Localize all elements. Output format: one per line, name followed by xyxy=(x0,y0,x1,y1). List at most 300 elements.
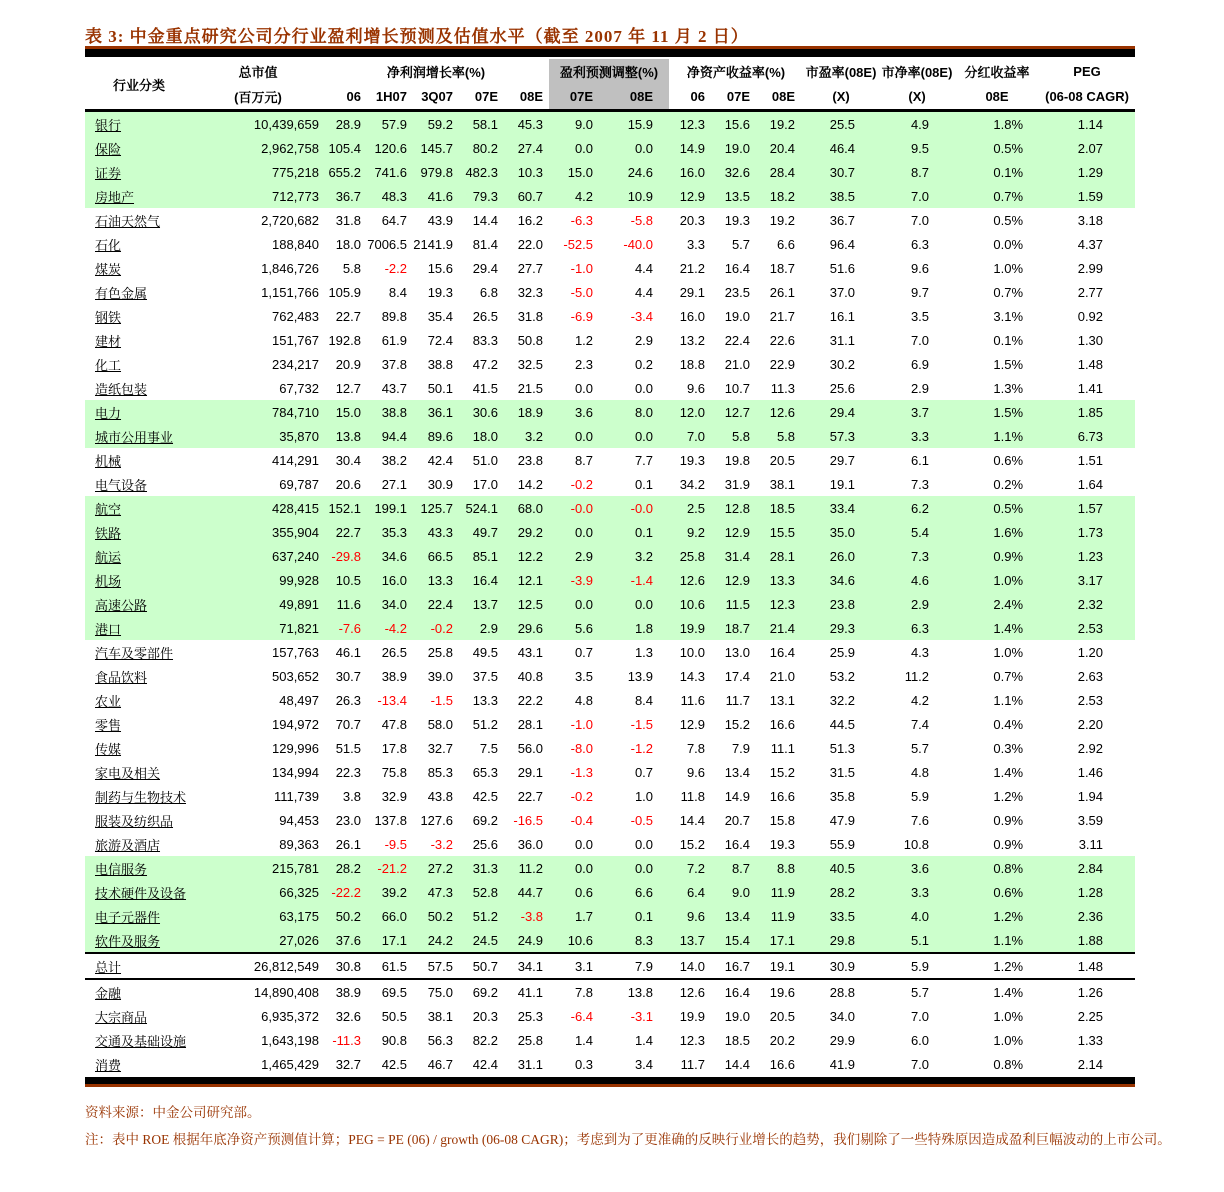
value-cell: 1.51 xyxy=(1077,452,1104,468)
value-cell: 1.64 xyxy=(1077,476,1104,492)
value-cell: 355,904 xyxy=(193,520,323,544)
value-cell: 96.4 xyxy=(829,236,856,252)
value-cell: 30.8 xyxy=(335,958,361,974)
value-cell: 38.2 xyxy=(381,452,407,468)
industry-cell xyxy=(85,376,193,400)
value-cell: 11.1 xyxy=(770,740,796,756)
value-cell: 32.3 xyxy=(517,284,544,300)
value-cell: 0.0 xyxy=(574,836,594,852)
industry-label: 总计 xyxy=(95,959,122,975)
value-cell: 44.5 xyxy=(829,716,856,732)
industry-cell xyxy=(85,832,193,856)
value-cell: 14.4 xyxy=(679,812,706,828)
value-cell: 2,720,682 xyxy=(261,212,319,228)
value-cell: 16.7 xyxy=(724,958,751,974)
value-cell: 30.2 xyxy=(829,356,856,372)
value-cell: 69.2 xyxy=(472,812,498,828)
value-cell: 65.3 xyxy=(472,764,498,780)
value-cell: 29.1 xyxy=(517,764,544,780)
value-cell: -1.0 xyxy=(570,716,594,732)
value-cell: 20.2 xyxy=(769,1032,796,1048)
value-cell: 64.7 xyxy=(381,212,407,228)
industry-label: 航运 xyxy=(95,549,122,565)
table-row xyxy=(85,304,1135,328)
table-row xyxy=(85,136,1135,160)
value-cell: 57.5 xyxy=(427,958,453,974)
value-cell: 6.3 xyxy=(910,236,930,252)
value-cell: 3.11 xyxy=(1078,836,1104,852)
value-cell: 39.2 xyxy=(367,880,413,904)
table-row xyxy=(85,184,1135,208)
value-cell: 29.4 xyxy=(803,400,879,424)
value-cell: 2.4% xyxy=(955,592,1039,616)
value-cell: 4.2 xyxy=(549,184,609,208)
value-cell: 15.4 xyxy=(713,928,758,953)
value-cell: 16.6 xyxy=(769,1056,796,1072)
value-cell: 31.8 xyxy=(517,308,544,324)
value-cell: 81.4 xyxy=(472,236,498,252)
industry-label: 交通及基础设施 xyxy=(95,1033,187,1049)
value-cell: -6.4 xyxy=(570,1008,594,1024)
value-cell: 0.0 xyxy=(549,136,609,160)
industry-label: 航空 xyxy=(95,501,122,517)
value-cell: -7.6 xyxy=(323,616,367,640)
industry-cell xyxy=(85,953,193,979)
value-cell: 19.3 xyxy=(679,452,706,468)
value-cell: 25.5 xyxy=(803,111,879,137)
value-cell: 26.5 xyxy=(472,308,498,324)
value-cell: 1.2 xyxy=(574,332,594,348)
value-cell: 50.8 xyxy=(517,332,544,348)
table-row xyxy=(85,736,1135,760)
value-cell: 16.4 xyxy=(459,568,504,592)
value-cell: 28.1 xyxy=(758,544,803,568)
value-cell: -3.4 xyxy=(630,308,654,324)
value-cell: 1.3 xyxy=(634,644,654,660)
value-cell: 775,218 xyxy=(193,160,323,184)
value-cell: 37.6 xyxy=(323,928,367,953)
value-cell: 46.7 xyxy=(427,1056,453,1072)
value-cell: 16.6 xyxy=(769,788,796,804)
value-cell: 68.0 xyxy=(504,496,549,520)
value-cell: 1.85 xyxy=(1039,400,1135,424)
value-cell: 40.5 xyxy=(803,856,879,880)
value-cell: -3.2 xyxy=(430,836,453,852)
table-row xyxy=(85,856,1135,880)
table-row xyxy=(85,352,1135,376)
industry-label: 石化 xyxy=(95,237,122,253)
value-cell: 34.6 xyxy=(803,568,879,592)
value-cell: 69.5 xyxy=(381,984,407,1000)
value-cell: 8.0 xyxy=(609,400,669,424)
value-cell: 19.0 xyxy=(724,1008,751,1024)
value-cell: 51.5 xyxy=(335,740,361,756)
value-cell: 2,962,758 xyxy=(193,136,323,160)
value-cell: -1.4 xyxy=(609,568,669,592)
industry-label: 造纸包装 xyxy=(95,381,148,397)
value-cell: 42.4 xyxy=(427,452,453,468)
value-cell: 59.2 xyxy=(413,111,459,137)
value-cell: 1.0% xyxy=(993,260,1024,276)
value-cell: 3.5 xyxy=(574,668,594,684)
value-cell: 71,821 xyxy=(193,616,323,640)
industry-cell xyxy=(85,448,193,472)
value-cell: 23.8 xyxy=(803,592,879,616)
value-cell: 12.8 xyxy=(713,496,758,520)
value-cell: -8.0 xyxy=(570,740,594,756)
industry-label: 高速公路 xyxy=(95,597,148,613)
value-cell: 25.6 xyxy=(472,836,498,852)
value-cell: 10.6 xyxy=(669,592,713,616)
col-subheader-dividend-08e: 08E xyxy=(985,89,1009,104)
value-cell: 32.7 xyxy=(335,1056,361,1072)
value-cell: -4.2 xyxy=(367,616,413,640)
value-cell: 12.3 xyxy=(758,592,803,616)
value-cell: 7.0 xyxy=(910,1008,930,1024)
value-cell: 41.1 xyxy=(517,984,544,1000)
value-cell: 4.4 xyxy=(634,260,654,276)
value-cell: 2.53 xyxy=(1077,692,1104,708)
industry-cell xyxy=(85,136,193,160)
value-cell: 12.6 xyxy=(679,984,706,1000)
value-cell: 20.3 xyxy=(472,1008,498,1024)
value-cell: 3.3 xyxy=(879,424,955,448)
value-cell: 23.0 xyxy=(335,812,361,828)
value-cell: 22.2 xyxy=(517,692,544,708)
industry-cell xyxy=(85,256,193,280)
value-cell: 17.0 xyxy=(472,476,498,492)
industry-cell xyxy=(85,472,193,496)
value-cell: 2.9 xyxy=(459,616,504,640)
value-cell: 5.9 xyxy=(910,958,930,974)
value-cell: 14.2 xyxy=(517,476,544,492)
table-row xyxy=(85,472,1135,496)
industry-cell xyxy=(85,880,193,904)
value-cell: 9.7 xyxy=(910,284,930,300)
value-cell: 43.8 xyxy=(427,788,453,804)
industry-cell xyxy=(85,640,193,664)
value-cell: 3.1% xyxy=(993,308,1024,324)
value-cell: 29.4 xyxy=(472,260,498,276)
value-cell: 51.0 xyxy=(472,452,498,468)
industry-cell xyxy=(85,1028,193,1052)
value-cell: 49,891 xyxy=(193,592,323,616)
industry-label: 服装及纺织品 xyxy=(95,813,174,829)
value-cell: 0.5% xyxy=(955,136,1039,160)
value-cell: 3.2 xyxy=(609,544,669,568)
value-cell: -0.2 xyxy=(413,616,459,640)
industry-cell xyxy=(85,304,193,328)
industry-cell xyxy=(85,1004,193,1028)
value-cell: 51.3 xyxy=(829,740,856,756)
value-cell: 1.6% xyxy=(955,520,1039,544)
value-cell: 8.8 xyxy=(758,856,803,880)
value-cell: 13.7 xyxy=(459,592,504,616)
value-cell: 13.2 xyxy=(679,332,706,348)
value-cell: 43.9 xyxy=(427,212,453,228)
value-cell: 21.4 xyxy=(758,616,803,640)
value-cell: 10.0 xyxy=(679,644,706,660)
value-cell: 22.3 xyxy=(335,764,361,780)
value-cell: 41.9 xyxy=(829,1056,856,1072)
value-cell: 979.8 xyxy=(413,160,459,184)
value-cell: 25.6 xyxy=(829,380,856,396)
value-cell: 16.0 xyxy=(367,568,413,592)
value-cell: 1.1% xyxy=(993,692,1024,708)
value-cell: 4.4 xyxy=(634,284,654,300)
col-subheader-growth-3q07: 3Q07 xyxy=(421,89,453,104)
value-cell: 50.7 xyxy=(472,958,498,974)
value-cell: 94.4 xyxy=(367,424,413,448)
value-cell: 7.6 xyxy=(910,812,930,828)
value-cell: 5.8 xyxy=(758,424,803,448)
value-cell: 27.7 xyxy=(517,260,544,276)
value-cell: 8.7 xyxy=(713,856,758,880)
value-cell: 11.6 xyxy=(323,592,367,616)
col-header-dividend-yield: 分红收益率 xyxy=(964,65,1030,80)
value-cell: 1.20 xyxy=(1077,644,1104,660)
value-cell: 13.3 xyxy=(413,568,459,592)
table-row xyxy=(85,808,1135,832)
industry-cell xyxy=(85,736,193,760)
value-cell: 16.4 xyxy=(724,836,751,852)
value-cell: 55.9 xyxy=(829,836,856,852)
value-cell: 1.0% xyxy=(993,1032,1024,1048)
value-cell: 1.59 xyxy=(1039,184,1135,208)
value-cell: 11.8 xyxy=(680,788,706,804)
value-cell: 10.5 xyxy=(323,568,367,592)
col-subheader-market-cap-unit: (百万元) xyxy=(234,90,282,105)
value-cell: 0.3 xyxy=(574,1056,594,1072)
value-cell: 1.1% xyxy=(955,424,1039,448)
value-cell: 3.6 xyxy=(879,856,955,880)
value-cell: 21.0 xyxy=(724,356,751,372)
value-cell: 66.5 xyxy=(413,544,459,568)
industry-valuation-table xyxy=(85,59,1135,1076)
value-cell: 56.0 xyxy=(517,740,544,756)
value-cell: 1.4% xyxy=(955,616,1039,640)
value-cell: 192.8 xyxy=(328,332,361,348)
methodology-note: 注：表中 ROE 根据年底净资产预测值计算；PEG = PE (06) / growth (06-08 CAGR)；考虑到为了更准确的反映行业增长的趋势，我们剔除了一些特殊原因造成盈利巨幅波动的上市公司。 xyxy=(85,1132,1171,1147)
value-cell: 16.1 xyxy=(829,308,856,324)
value-cell: 1.3% xyxy=(993,380,1024,396)
value-cell: 5.7 xyxy=(910,740,930,756)
value-cell: 17.4 xyxy=(724,668,751,684)
value-cell: 9.6 xyxy=(669,904,713,928)
value-cell: 1.41 xyxy=(1077,380,1104,396)
table-header xyxy=(85,59,1135,111)
value-cell: 0.0 xyxy=(549,424,609,448)
value-cell: 0.7% xyxy=(955,184,1039,208)
value-cell: 35.3 xyxy=(367,520,413,544)
value-cell: 0.0 xyxy=(609,856,669,880)
value-cell: 1.28 xyxy=(1039,880,1135,904)
value-cell: 28.2 xyxy=(803,880,879,904)
col-subheader-roe-08e: 08E xyxy=(771,89,796,104)
value-cell: 0.6% xyxy=(955,880,1039,904)
value-cell: 22.7 xyxy=(323,520,367,544)
table-row xyxy=(85,424,1135,448)
value-cell: 31.1 xyxy=(829,332,856,348)
value-cell: 19.1 xyxy=(769,958,796,974)
industry-label: 汽车及零部件 xyxy=(95,645,174,661)
value-cell: 16.2 xyxy=(517,212,544,228)
value-cell: 72.4 xyxy=(427,332,453,348)
value-cell: 15.5 xyxy=(758,520,803,544)
value-cell: 22.7 xyxy=(335,308,361,324)
value-cell: 134,994 xyxy=(272,764,319,780)
value-cell: 25.8 xyxy=(517,1032,544,1048)
value-cell: 90.8 xyxy=(381,1032,407,1048)
value-cell: 12.7 xyxy=(713,400,758,424)
value-cell: 3.7 xyxy=(879,400,955,424)
value-cell: 1.94 xyxy=(1077,788,1104,804)
industry-cell xyxy=(85,904,193,928)
table-row xyxy=(85,784,1135,808)
value-cell: 35.8 xyxy=(829,788,856,804)
value-cell: 2.9 xyxy=(634,332,654,348)
value-cell: 29.3 xyxy=(803,616,879,640)
value-cell: 18.9 xyxy=(504,400,549,424)
value-cell: 12.9 xyxy=(669,184,713,208)
value-cell: 0.0 xyxy=(634,836,654,852)
value-cell: 15.6 xyxy=(427,260,453,276)
value-cell: 7.5 xyxy=(479,740,498,756)
value-cell: 19.2 xyxy=(769,212,796,228)
industry-cell xyxy=(85,280,193,304)
value-cell: 1.14 xyxy=(1039,111,1135,137)
col-header-peg: PEG xyxy=(1073,64,1101,79)
footer-notes xyxy=(85,1099,1200,1153)
value-cell: 10.8 xyxy=(903,836,930,852)
value-cell: 12.9 xyxy=(713,520,758,544)
value-cell: -5.0 xyxy=(570,284,594,300)
value-cell: 0.7% xyxy=(993,668,1024,684)
table-row xyxy=(85,208,1135,232)
value-cell: 199.1 xyxy=(367,496,413,520)
value-cell: 13.5 xyxy=(713,184,758,208)
col-subheader-adj-07e: 07E xyxy=(549,84,609,111)
value-cell: 15.8 xyxy=(769,812,796,828)
value-cell: 0.4% xyxy=(993,716,1024,732)
value-cell: 428,415 xyxy=(193,496,323,520)
value-cell: 3.8 xyxy=(342,788,361,804)
value-cell: 6.0 xyxy=(910,1032,930,1048)
value-cell: 3.3 xyxy=(686,236,706,252)
value-cell: 13.8 xyxy=(627,984,654,1000)
value-cell: 22.4 xyxy=(413,592,459,616)
industry-label: 房地产 xyxy=(95,189,135,205)
value-cell: 80.2 xyxy=(459,136,504,160)
value-cell: 1.1% xyxy=(955,928,1039,953)
value-cell: 1.88 xyxy=(1039,928,1135,953)
value-cell: 41.6 xyxy=(413,184,459,208)
value-cell: 29.2 xyxy=(504,520,549,544)
value-cell: 31.1 xyxy=(517,1056,544,1072)
value-cell: 0.7 xyxy=(574,644,594,660)
value-cell: 762,483 xyxy=(272,308,319,324)
value-cell: 0.0 xyxy=(549,520,609,544)
value-cell: 51.2 xyxy=(472,716,498,732)
industry-label: 零售 xyxy=(95,717,122,733)
value-cell: 2.92 xyxy=(1077,740,1104,756)
value-cell: 63,175 xyxy=(193,904,323,928)
value-cell: 69,787 xyxy=(279,476,319,492)
value-cell: -0.2 xyxy=(570,476,594,492)
value-cell: 6.8 xyxy=(479,284,498,300)
value-cell: 6,935,372 xyxy=(261,1008,319,1024)
value-cell: 10.3 xyxy=(504,160,549,184)
value-cell: 2.99 xyxy=(1077,260,1104,276)
value-cell: 75.0 xyxy=(427,984,453,1000)
value-cell: 46.4 xyxy=(803,136,879,160)
value-cell: 215,781 xyxy=(193,856,323,880)
value-cell: 38.8 xyxy=(367,400,413,424)
value-cell: 18.7 xyxy=(769,260,796,276)
table-row xyxy=(85,928,1135,953)
value-cell: 6.3 xyxy=(879,616,955,640)
industry-label: 传媒 xyxy=(95,741,122,757)
value-cell: 14.4 xyxy=(724,1056,751,1072)
value-cell: 13.3 xyxy=(472,692,498,708)
value-cell: 9.6 xyxy=(686,380,706,396)
value-cell: -11.3 xyxy=(332,1032,361,1048)
value-cell: 234,217 xyxy=(272,356,319,372)
value-cell: 5.7 xyxy=(731,236,751,252)
value-cell: 0.9% xyxy=(955,544,1039,568)
value-cell: 0.0 xyxy=(634,380,654,396)
value-cell: 0.0 xyxy=(609,592,669,616)
value-cell: 19.0 xyxy=(713,136,758,160)
value-cell: 20.4 xyxy=(758,136,803,160)
value-cell: 27.4 xyxy=(504,136,549,160)
value-cell: 3.1 xyxy=(574,958,594,974)
value-cell: 11.5 xyxy=(713,592,758,616)
value-cell: 38.9 xyxy=(381,668,407,684)
value-cell: 1.48 xyxy=(1077,356,1104,372)
col-header-industry: 行业分类 xyxy=(112,77,165,93)
value-cell: 6.73 xyxy=(1039,424,1135,448)
value-cell: 7.3 xyxy=(910,476,930,492)
value-cell: -2.2 xyxy=(384,260,407,276)
value-cell: 1.23 xyxy=(1039,544,1135,568)
value-cell: 30.6 xyxy=(459,400,504,424)
value-cell: 20.6 xyxy=(335,476,361,492)
value-cell: 0.9% xyxy=(993,812,1024,828)
value-cell: 30.7 xyxy=(335,668,361,684)
value-cell: 10.6 xyxy=(549,928,609,953)
value-cell: 120.6 xyxy=(367,136,413,160)
value-cell: 36.7 xyxy=(323,184,367,208)
value-cell: 4.0 xyxy=(879,904,955,928)
value-cell: 0.1% xyxy=(955,160,1039,184)
value-cell: 7.3 xyxy=(879,544,955,568)
value-cell: 2.14 xyxy=(1077,1056,1104,1072)
value-cell: 15.2 xyxy=(679,836,706,852)
value-cell: -1.5 xyxy=(430,692,453,708)
value-cell: -0.0 xyxy=(549,496,609,520)
table-row xyxy=(85,616,1135,640)
value-cell: 31.8 xyxy=(335,212,361,228)
col-subheader-peg-cagr: (06-08 CAGR) xyxy=(1045,89,1129,104)
value-cell: 36.0 xyxy=(517,836,544,852)
value-cell: 0.1 xyxy=(634,476,654,492)
value-cell: 0.6% xyxy=(993,452,1024,468)
value-cell: 0.1 xyxy=(609,520,669,544)
value-cell: 29.1 xyxy=(679,284,706,300)
value-cell: 47.2 xyxy=(472,356,498,372)
value-cell: 20.7 xyxy=(724,812,751,828)
